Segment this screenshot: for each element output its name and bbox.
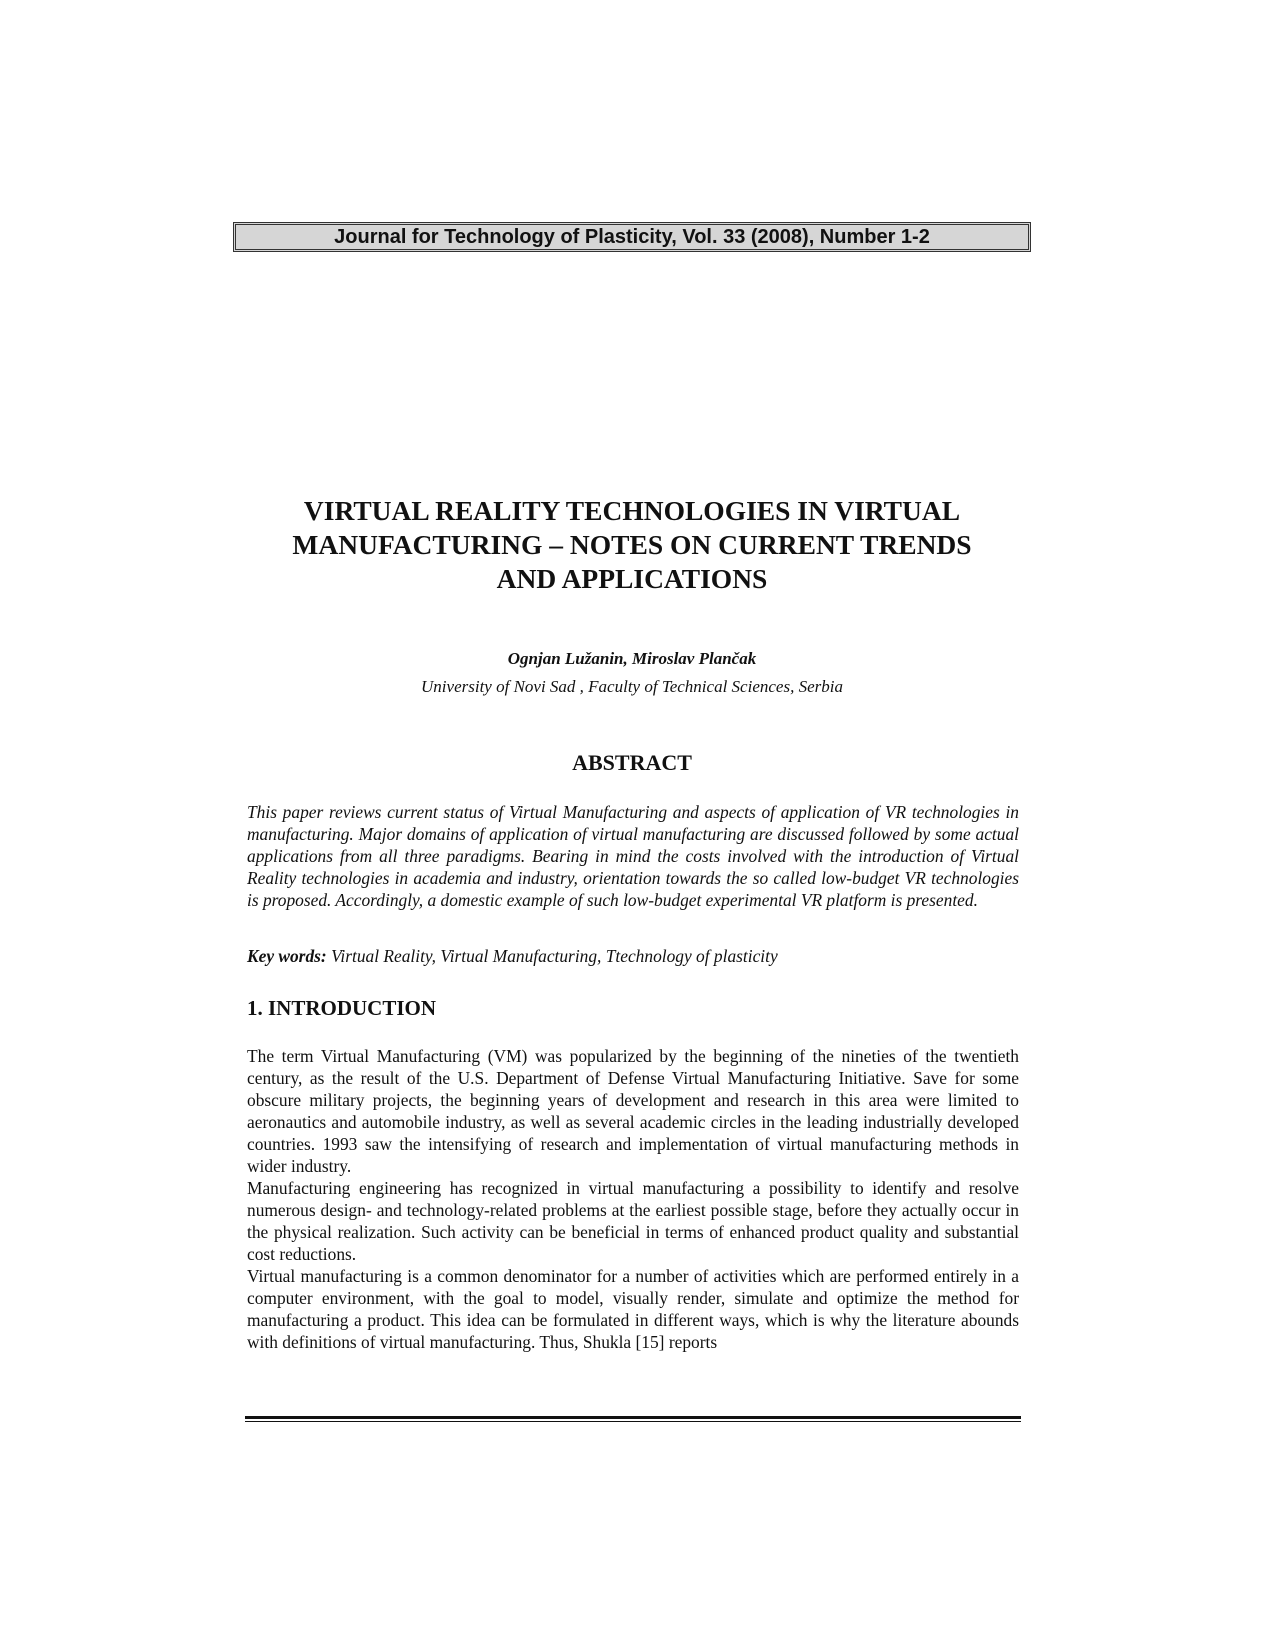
introduction-body: [247, 1045, 1019, 1353]
paper-title-line: VIRTUAL REALITY TECHNOLOGIES IN VIRTUAL: [303, 495, 961, 526]
affiliation: University of Novi Sad , Faculty of Technical Sciences, Serbia: [421, 677, 843, 696]
paper-title-line: MANUFACTURING – NOTES ON CURRENT TRENDS: [292, 529, 972, 560]
footer-rule: [245, 1416, 1021, 1419]
journal-header-text: Journal for Technology of Plasticity, Vol. 33 (2008), Number 1-2: [334, 225, 930, 248]
abstract-text: This paper reviews current status of Virtual Manufacturing and aspects of application of VR technologies in manufacturing. Major domains of application of virtual manufacturing are discussed followed by some actual applications from all three paradigms. Bearing in mind the costs involved with the introduction of Virtual Reality technologies in academia and industry, orientation towards the so called low-budget VR technologies is proposed. Accordingly, a domestic example of such low-budget experimental VR platform is presented.: [247, 802, 1019, 910]
section-heading-introduction: 1. INTRODUCTION: [247, 996, 437, 1020]
keywords-list: Virtual Reality, Virtual Manufacturing, Ttechnology of plasticity: [331, 946, 778, 966]
footer-rule-thin: [245, 1421, 1021, 1422]
authors: Ognjan Lužanin, Miroslav Plančak: [507, 649, 757, 668]
body-paragraph: Virtual manufacturing is a common denominator for a number of activities which are performed entirely in a computer environment, with the goal to model, visually render, simulate and optimize the method for manufacturing a product. This idea can be formulated in different ways, which is why the literature abounds with definitions of virtual manufacturing. Thus, Shukla [15] reports: [247, 1266, 1019, 1352]
keywords-label: Key words:: [247, 946, 327, 966]
body-paragraph: Manufacturing engineering has recognized in virtual manufacturing a possibility to identify and resolve numerous design- and technology-related problems at the earliest possible stage, before they actually occur in the physical realization. Such activity can be beneficial in terms of enhanced product quality and substantial cost reductions.: [247, 1178, 1019, 1264]
journal-header: [233, 222, 1031, 252]
keywords: [247, 945, 1019, 967]
paper-title: [233, 494, 1031, 596]
paper-title-line: AND APPLICATIONS: [496, 563, 768, 594]
body-paragraph: The term Virtual Manufacturing (VM) was popularized by the beginning of the nineties of the twentieth century, as the result of the U.S. Department of Defense Virtual Manufacturing Initiative. Save for some obscure military projects, the beginning years of development and research in this area were limited to aeronautics and automobile industry, as well as several academic circles in the leading industrially developed countries. 1993 saw the intensifying of research and implementation of virtual manufacturing methods in wider industry.: [247, 1046, 1019, 1176]
abstract-heading: ABSTRACT: [572, 750, 692, 775]
